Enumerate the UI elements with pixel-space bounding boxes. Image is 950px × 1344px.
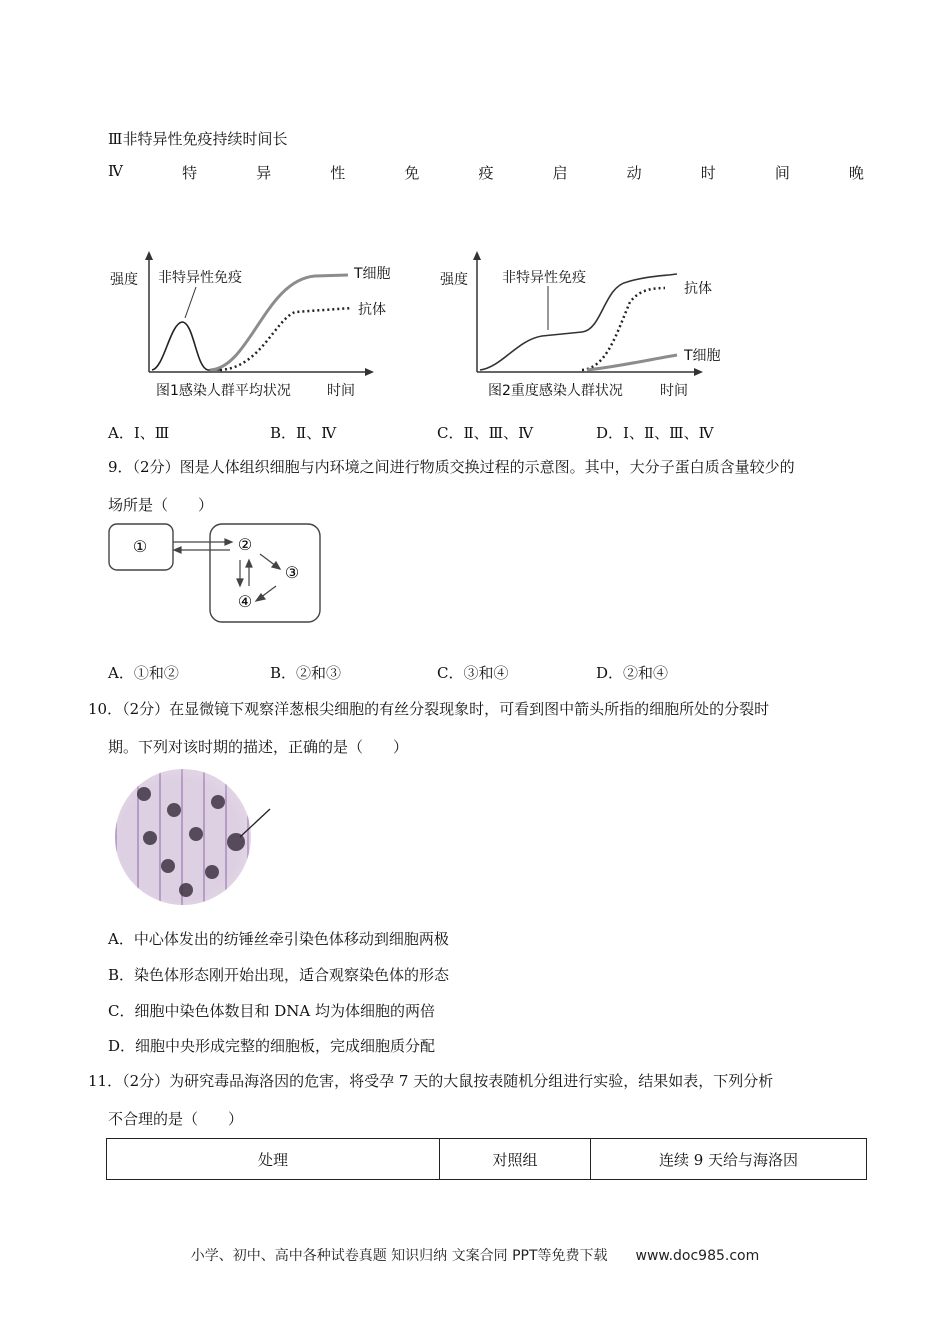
figure-2-t-cell-curve [587,355,677,370]
q9-node-3: ③ [284,563,300,582]
statement-iv-char: 启 [552,164,568,182]
q10-option-a: A．中心体发出的纺锤丝牵引染色体移动到细胞两极 [108,930,449,948]
table-header-cell: 对照组 [440,1139,591,1180]
statement-iv-char: 疫 [478,164,494,182]
q9-box-2 [210,524,320,622]
figure-1-antibody-curve [220,308,352,370]
q9-node-2: ② [237,535,253,554]
figure-1-antibody-label: 抗体 [358,302,386,318]
figure-1-ylabel: 强度 [110,272,138,288]
figure-2-antibody-label: 抗体 [684,281,712,297]
q9-option-b: B．②和③ [270,664,342,682]
q8-option-a: A．Ⅰ、Ⅲ [108,424,170,442]
q9-diagram [104,520,329,630]
statement-iv-char: 免 [404,164,420,182]
q10-stem-line2: 期。下列对该时期的描述，正确的是（ ） [108,738,409,756]
statement-iv-char: 性 [330,164,346,182]
q9-arrow-2-to-1-head [174,547,181,553]
q8-option-b: B．Ⅱ、Ⅳ [270,424,337,442]
figure-2-nonspecific-curve [480,274,677,370]
table-header-cell: 处理 [107,1139,440,1180]
q10-option-c: C．细胞中染色体数目和 DNA 均为体细胞的两倍 [108,1002,435,1020]
q9-stem-line1: 9．（2分）图是人体组织细胞与内环境之间进行物质交换过程的示意图。其中，大分子蛋白质含量较少的 [108,458,795,476]
statement-iv-char: Ⅳ [108,162,123,180]
figure-1-t-cell-label: T细胞 [354,266,391,282]
q8-option-d: D．Ⅰ、Ⅱ、Ⅲ、Ⅳ [596,424,714,442]
figure-2-x-arrow [694,368,703,376]
q9-node-4: ④ [237,592,253,611]
figure-2-xlabel: 时间 [660,383,688,399]
figure-2-antibody-curve [582,288,665,370]
onion-root-tip-micrograph [115,769,251,905]
q9-option-c: C．③和④ [437,664,509,682]
table-header-cell: 连续 9 天给与海洛因 [591,1139,867,1180]
figure-1-annotation-pointer [185,287,196,318]
q9-option-a: A．①和② [108,664,179,682]
figure-2-caption: 图2重度感染人群状况 [488,383,623,399]
footer-text: 小学、初中、高中各种试卷真题 知识归纳 文案合同 PPT等免费下载 [190,1248,608,1264]
figure-1-annotation: 非特异性免疫 [158,270,242,286]
figure-1-caption: 图1感染人群平均状况 [156,383,291,399]
figure-2-chart [432,232,742,407]
q9-stem-line2: 场所是（ ） [108,496,214,514]
figure-2-annotation: 非特异性免疫 [502,270,586,286]
table-row [107,1139,867,1180]
figure-1-xlabel: 时间 [327,383,355,399]
footer-site-link[interactable]: www.doc985.com [635,1248,760,1264]
q10-option-d: D．细胞中央形成完整的细胞板，完成细胞质分配 [108,1037,436,1055]
statement-iv-char: 时 [700,164,716,182]
figure-1-chart [100,232,410,407]
statement-iv-char: 异 [256,164,272,182]
q9-option-d: D．②和④ [596,664,669,682]
statement-iii: Ⅲ非特异性免疫持续时间长 [108,130,288,148]
figure-2-y-arrow [473,251,481,260]
statement-iv-char: 间 [774,164,790,182]
q8-option-c: C．Ⅱ、Ⅲ、Ⅳ [437,424,534,442]
figure-1-y-arrow [145,251,153,260]
q9-node-1: ① [132,537,148,556]
page-footer [0,1245,950,1265]
figure-2-t-cell-label: T细胞 [684,348,721,364]
micrograph-arrow [236,805,276,845]
q10-stem-line1: 10．（2分）在显微镜下观察洋葱根尖细胞的有丝分裂现象时，可看到图中箭头所指的细胞所处的分裂时 [88,700,770,718]
statement-iv [108,162,864,183]
q11-table [106,1138,867,1180]
statement-iv-char: 特 [182,164,198,182]
figure-1-nonspecific-curve [152,322,220,370]
figure-2-ylabel: 强度 [440,272,468,288]
q10-option-b: B．染色体形态刚开始出现，适合观察染色体的形态 [108,966,450,984]
figure-1-x-arrow [365,368,374,376]
statement-iv-char: 晚 [848,164,864,182]
figure-1-t-cell-curve [210,275,348,370]
q11-stem-line1: 11．（2分）为研究毒品海洛因的危害，将受孕 7 天的大鼠按表随机分组进行实验，结果如表，下列分析 [88,1072,774,1090]
q11-stem-line2: 不合理的是（ ） [108,1110,244,1128]
statement-iv-char: 动 [626,164,642,182]
